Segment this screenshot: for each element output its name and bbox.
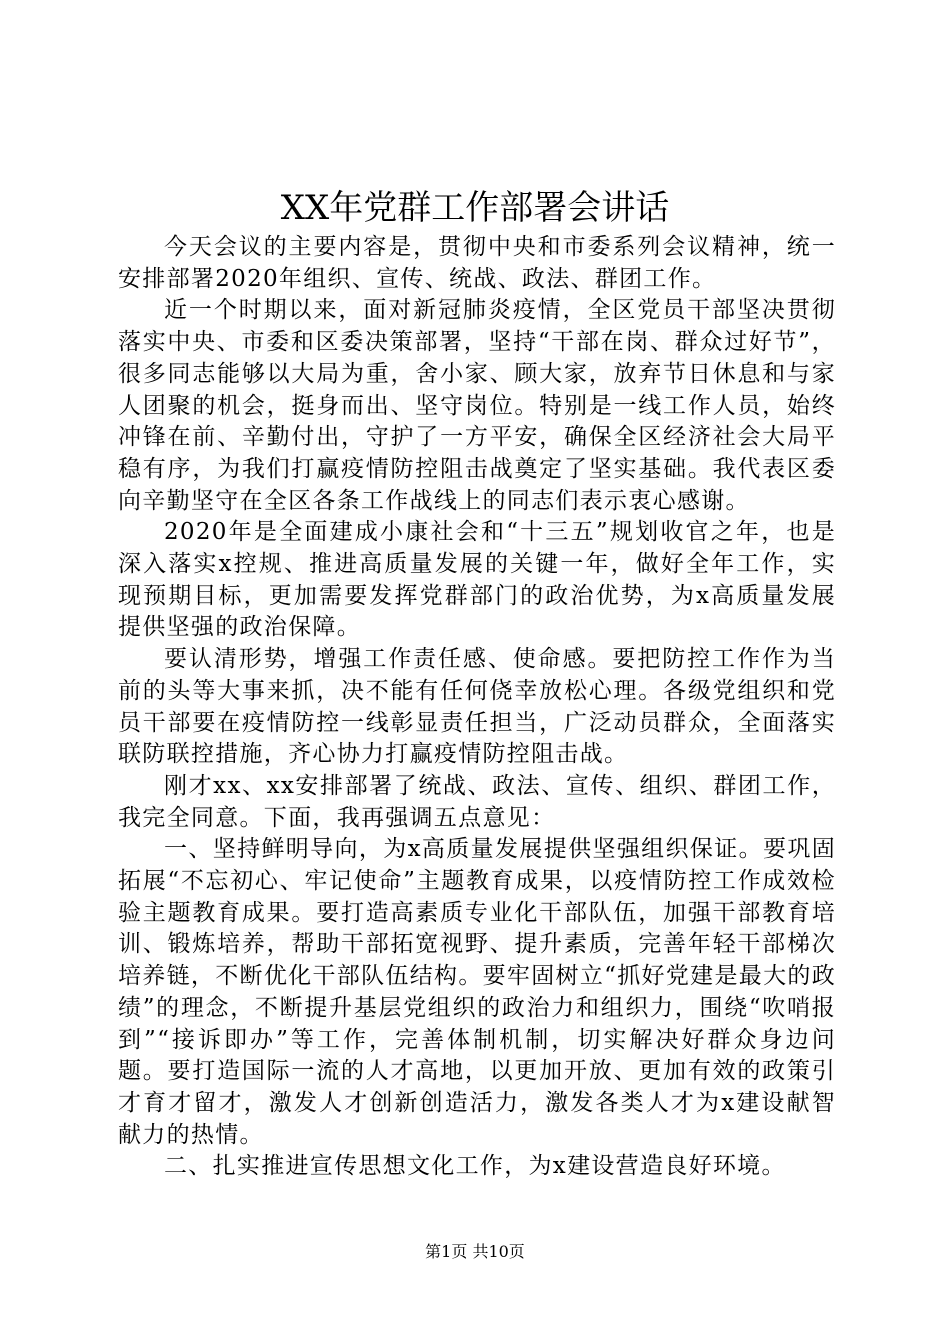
document-body <box>118 232 836 1183</box>
page-number-footer: 第1页 共10页 <box>425 1242 525 1261</box>
paragraph-five-points-intro: 刚才xx、xx安排部署了统战、政法、宣传、组织、群团工作，我完全同意。下面，我再强调五点意见： <box>118 772 836 831</box>
paragraph-epidemic-response: 近一个时期以来，面对新冠肺炎疫情，全区党员干部坚决贯彻落实中央、市委和区委决策部署，坚持“干部在岗、群众过好节”，很多同志能够以大局为重，舍小家、顾大家，放弃节日休息和与家人团聚的机会，挺身而出、坚守岗位。特别是一线工作人员，始终冲锋在前、辛勤付出，守护了一方平安，确保全区经济社会大局平稳有序，为我们打赢疫情防控阻击战奠定了坚实基础。我代表区委向辛勤坚守在全区各条工作战线上的同志们表示衷心感谢。 <box>118 297 836 514</box>
paragraph-recognize-situation: 要认清形势，增强工作责任感、使命感。要把防控工作作为当前的头等大事来抓，决不能有任何侥幸放松心理。各级党组织和党员干部要在疫情防控一线彰显责任担当，广泛动员群众，全面落实联防联控措施，齐心协力打赢疫情防控阻击战。 <box>118 646 836 768</box>
paragraph-meeting-content: 今天会议的主要内容是，贯彻中央和市委系列会议精神，统一安排部署2020年组织、宣传、统战、政法、群团工作。 <box>118 234 836 292</box>
paragraph-year-2020: 2020年是全面建成小康社会和“十三五”规划收官之年，也是深入落实x控规、推进高质量发展的关键一年，做好全年工作，实现预期目标，更加需要发挥党群部门的政治优势，为x高质量发展提供坚强的政治保障。 <box>118 519 836 641</box>
paragraph-point-one: 一、坚持鲜明导向，为x高质量发展提供坚强组织保证。要巩固拓展“不忘初心、牢记使命”主题教育成果，以疫情防控工作成效检验主题教育成果。要打造高素质专业化干部队伍，加强干部教育培训、锻炼培养，帮助干部拓宽视野、提升素质，完善年轻干部梯次培养链，不断优化干部队伍结构。要牢固树立“抓好党建是最大的政绩”的理念，不断提升基层党组织的政治力和组织力，围绕“吹哨报到”“接诉即办”等工作，完善体制机制，切实解决好群众身边问题。要打造国际一流的人才高地，以更加开放、更加有效的政策引才育才留才，激发人才创新创造活力，激发各类人才为x建设献智献力的热情。 <box>118 836 836 1148</box>
document-title: XX年党群工作部署会讲话 <box>280 188 670 228</box>
paragraph-point-two: 二、扎实推进宣传思想文化工作，为x建设营造良好环境。 <box>164 1153 786 1180</box>
